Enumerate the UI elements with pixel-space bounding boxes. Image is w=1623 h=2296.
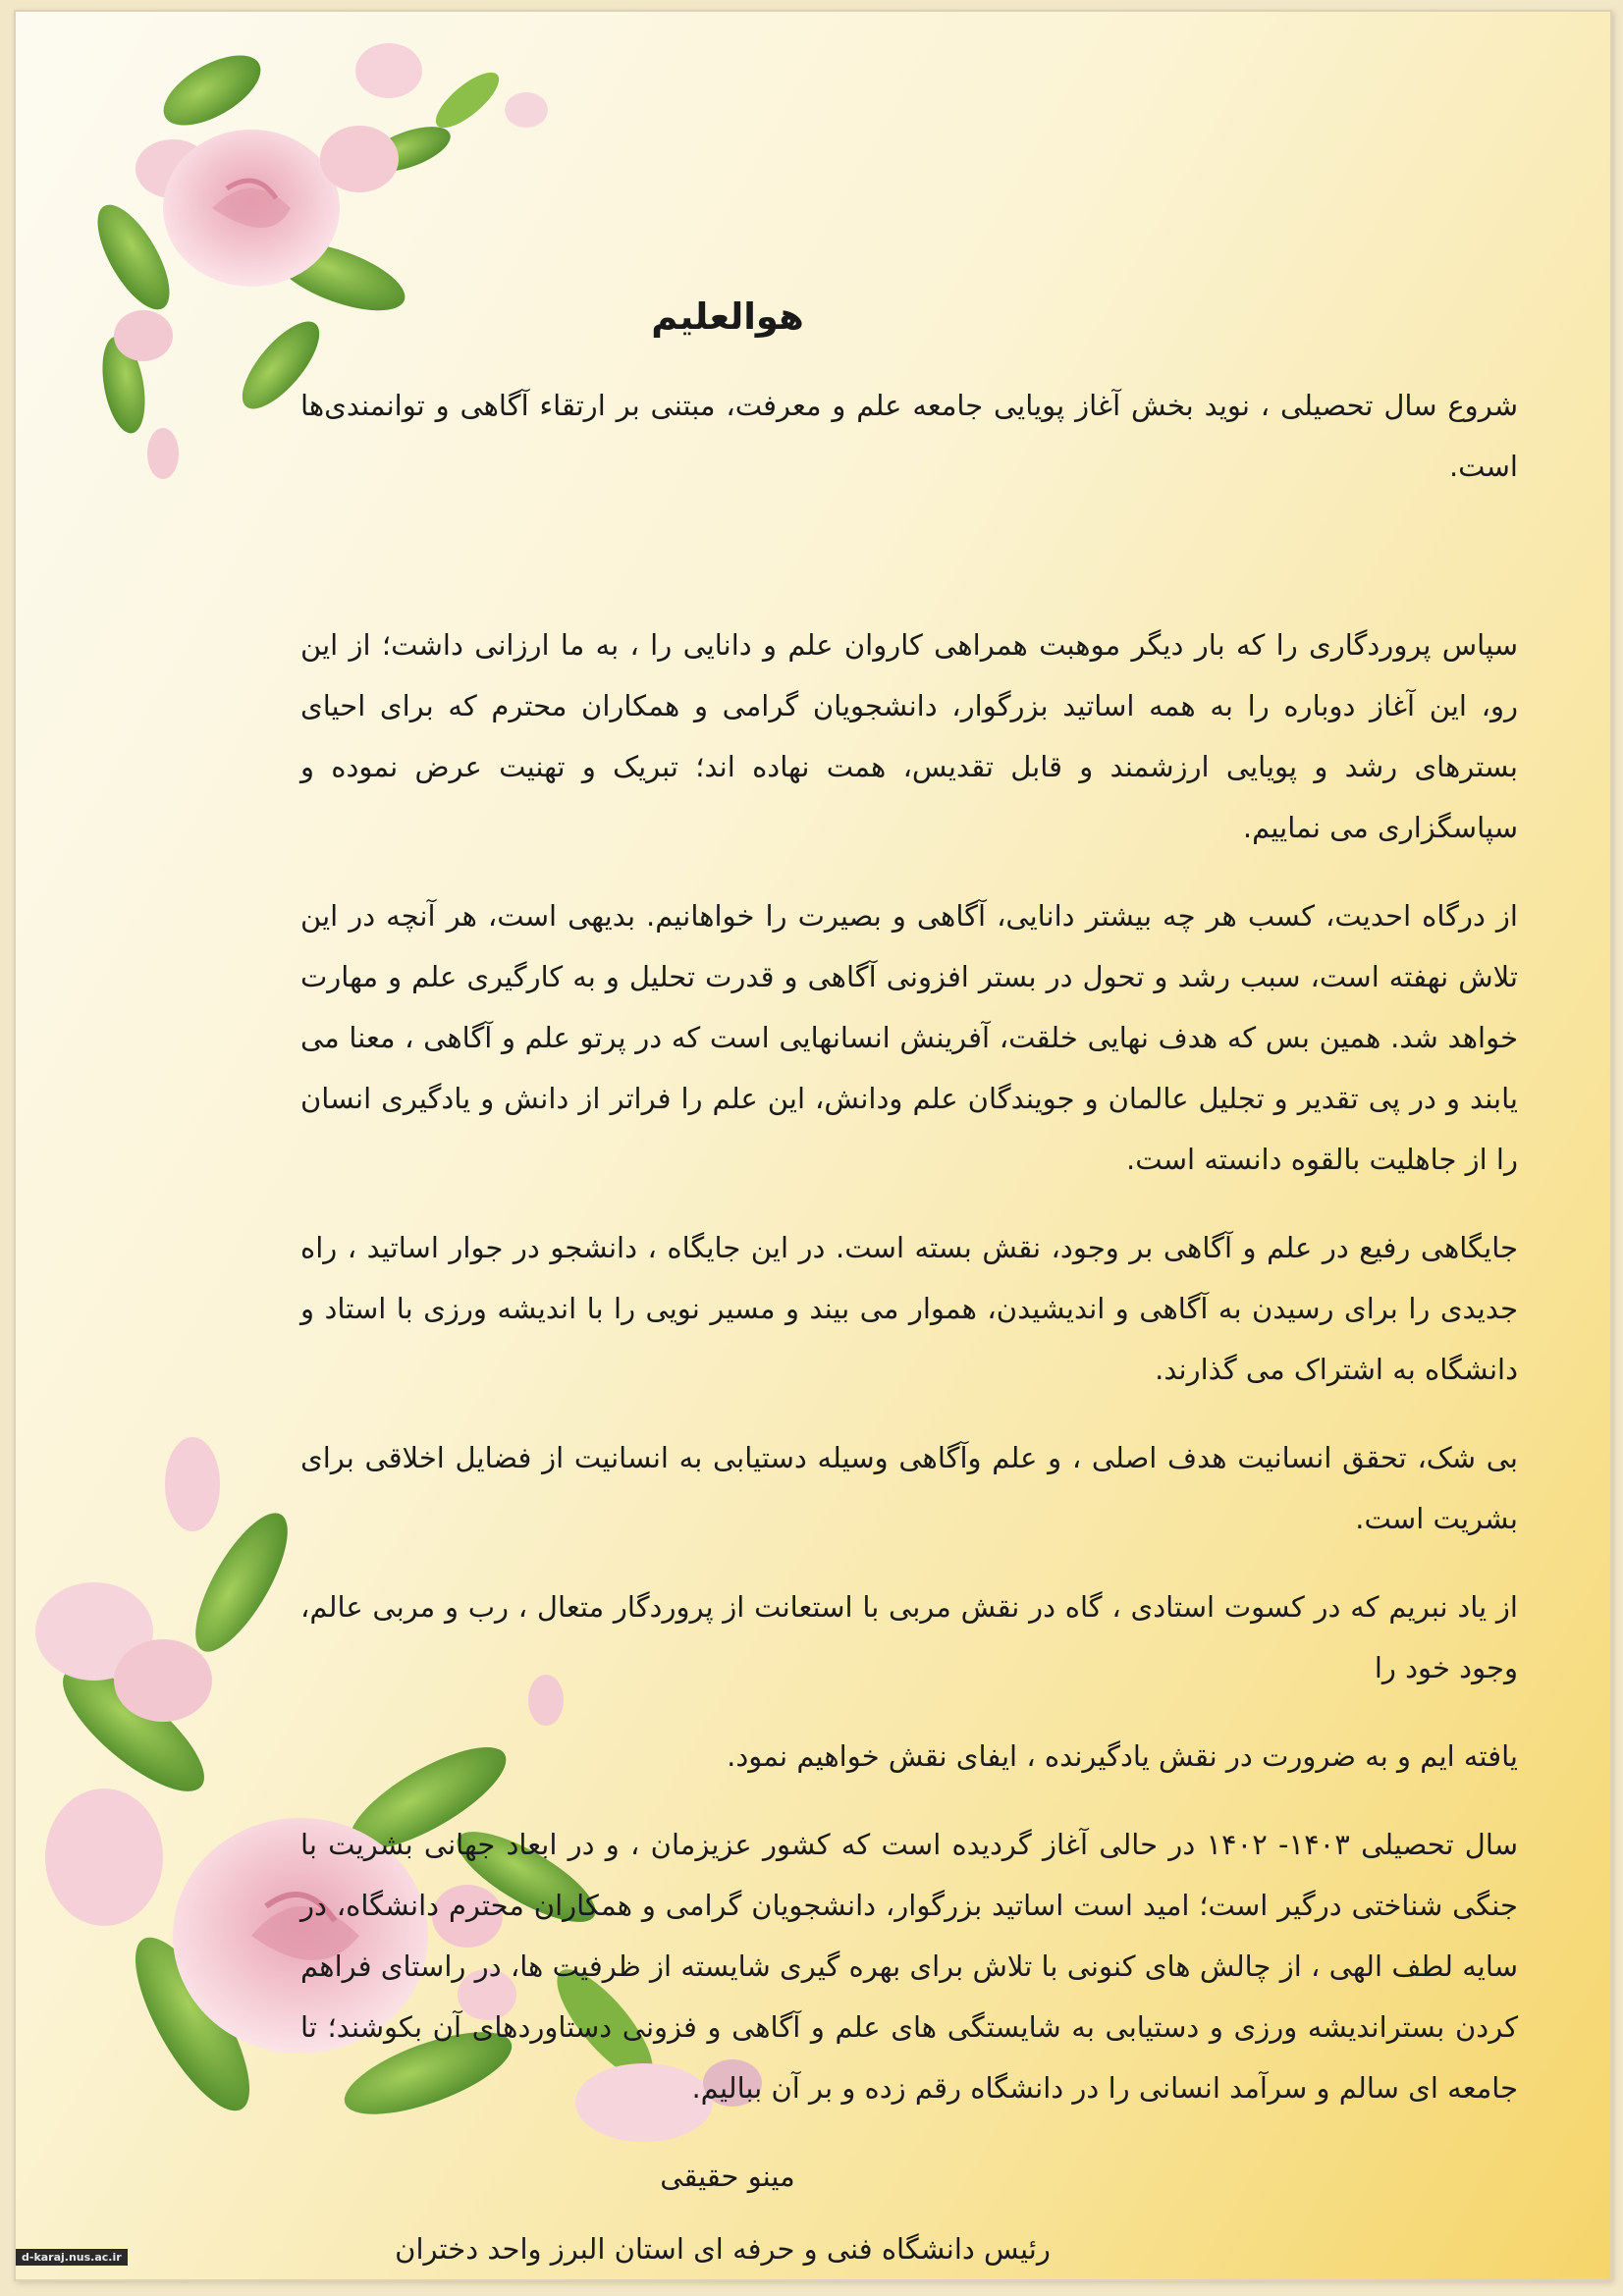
letter-paragraph: یافته ایم و به ضرورت در نقش یادگیرنده ، ایفای نقش خواهیم نمود. xyxy=(727,1739,1518,1773)
letter-paragraph: از درگاه احدیت، کسب هر چه بیشتر دانایی، آگاهی و بصیرت را خواهانیم. بدیهی است، هر آنچه در این تلاش نهفته است، سبب رشد و تحول در بستر افزونی آگاهی و قدرت تحلیل و به کارگیری علم و مهارت خواهد شد. همین بس که هدف نهایی خلقت، آفرینش انسانهایی است که در پرتو علم و آگاهی ، معنا می یابند و در پی تقدیر و تجلیل عالمان و جویندگان علم ودانش، این علم را فراتر از دانش و یادگیری انسان را از جاهلیت بالقوه دانسته است. xyxy=(300,899,1518,1176)
signature-name: مینو حقیقی xyxy=(660,2160,795,2193)
signature-title: رئیس دانشگاه فنی و حرفه ای استان البرز واحد دختران xyxy=(395,2232,1051,2266)
letter-paragraph: از یاد نبریم که در کسوت استادی ، گاه در نقش مربی با استعانت از پروردگار متعال ، رب و مربی عالم، وجود خود را xyxy=(300,1590,1518,1684)
letter-page xyxy=(14,10,1612,2281)
letter-body xyxy=(300,287,1518,2279)
letter-paragraph: بی شک، تحقق انسانیت هدف اصلی ، و علم وآگاهی وسیله دستیابی به انسانیت از فضایل اخلاقی برای بشریت است. xyxy=(300,1441,1518,1535)
letter-paragraph: سپاس پروردگاری را که بار دیگر موهبت همراهی کاروان علم و دانایی را ، به ما ارزانی داشت؛ از این رو، این آغاز دوباره را به همه اساتید بزرگوار، دانشجویان گرامی و همکاران محترم که برای احیای بسترهای رشد و پویایی ارزشمند و قابل تقدیس، همت نهاده اند؛ تبریک و تهنیت عرض نموده و سپاسگزاری می نماییم. xyxy=(300,628,1518,844)
letter-paragraph: سال تحصیلی ۱۴۰۳- ۱۴۰۲ در حالی آغاز گردیده است که کشور عزیزمان ، و در ابعاد جهانی بشریت با جنگی شناختی درگیر است؛ امید است اساتید بزرگوار، دانشجویان گرامی و همکاران محترم دانشگاه، در سایه لطف الهی ، از چالش های کنونی با تلاش برای بهره گیری شایسته از ظرفیت ها، در راستای فراهم کردن بستراندیشه ورزی و دستیابی به شایستگی های علم و آگاهی و فزونی دستاوردهای آن بکوشند؛ تا جامعه ای سالم و سرآمد انسانی را در دانشگاه رقم زده و بر آن ببالیم. xyxy=(300,1828,1518,2105)
letter-paragraph: شروع سال تحصیلی ، نوید بخش آغاز پویایی جامعه علم و معرفت، مبتنی بر ارتقاء آگاهی و توانمندی‌ها است. xyxy=(300,389,1518,483)
letter-title: هوالعلیم xyxy=(651,295,804,338)
letter-paragraph: جایگاهی رفیع در علم و آگاهی بر وجود، نقش بسته است. در این جایگاه ، دانشجو در جوار اساتید ، راه جدیدی را برای رسیدن به آگاهی و اندیشیدن، هموار می بیند و مسیر نویی را با اندیشه ورزی با استاد و دانشگاه به اشتراک می گذارند. xyxy=(300,1231,1518,1386)
source-watermark: d-karaj.nus.ac.ir xyxy=(16,2249,128,2266)
